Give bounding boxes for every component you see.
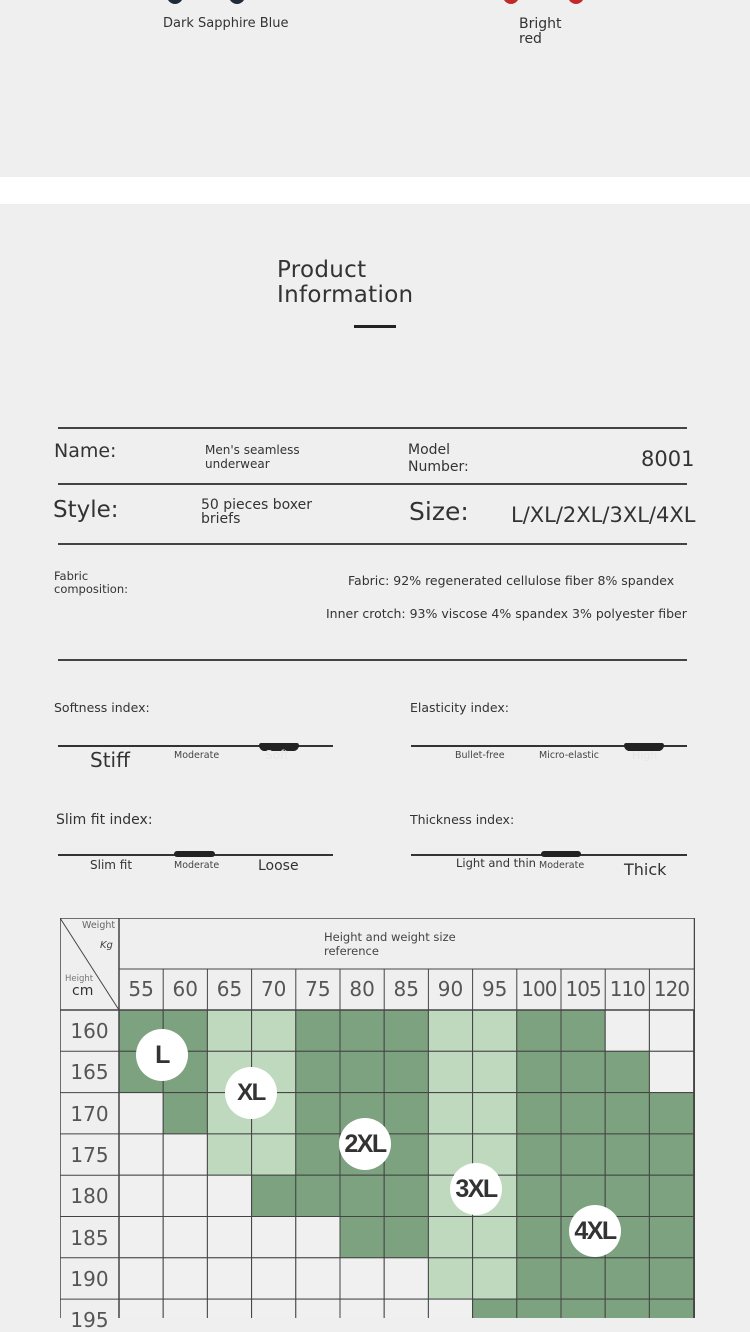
weight-header: 80	[349, 977, 375, 1001]
section-divider	[0, 177, 750, 204]
height-header: 190	[70, 1266, 109, 1291]
size-label: Size:	[409, 497, 469, 526]
divider	[58, 659, 687, 661]
weight-axis-label: Weight	[82, 920, 116, 931]
slim-fit-label: Slim fit index:	[56, 812, 153, 828]
thickness-marker[interactable]	[541, 851, 581, 857]
fabric-label: Fabric composition:	[54, 569, 128, 596]
thickness-option-thick: Thick	[624, 860, 667, 879]
divider	[58, 427, 687, 429]
height-header: 180	[70, 1184, 109, 1209]
model-label: Model Number:	[408, 442, 469, 475]
swatch-left-icon	[503, 0, 519, 4]
name-value: Men's seamless underwear	[205, 443, 300, 471]
size-value: L/XL/2XL/3XL/4XL	[511, 503, 696, 527]
softness-option-moderate: Moderate	[174, 750, 220, 761]
height-header: 195	[70, 1308, 109, 1332]
title-underline	[354, 325, 396, 328]
style-label: Style:	[53, 497, 119, 523]
height-header: 165	[70, 1060, 109, 1085]
softness-option-stiff: Stiff	[90, 748, 130, 772]
slim-fit-marker[interactable]	[174, 851, 215, 857]
weight-header: 70	[260, 977, 287, 1001]
color-option-dark-sapphire[interactable]	[163, 0, 289, 40]
size-badge-xl: XL	[225, 1067, 277, 1119]
size-chart-table	[60, 918, 695, 1332]
weight-header: 65	[216, 977, 243, 1001]
weight-header: 90	[437, 977, 464, 1001]
model-value: 8001	[641, 447, 695, 471]
divider	[58, 483, 687, 485]
swatch-left-icon	[167, 0, 183, 4]
height-axis-label: Height	[65, 974, 94, 984]
size-chart-cells	[60, 918, 695, 1332]
size-badge-3xl: 3XL	[450, 1163, 502, 1215]
thickness-option-moderate: Moderate	[539, 860, 585, 871]
size-badge-4xl: 4XL	[569, 1205, 621, 1257]
color-swatches-section	[0, 0, 750, 177]
weight-header: 75	[305, 977, 331, 1001]
elasticity-label: Elasticity index:	[410, 700, 509, 715]
thickness-option-light: Light and thin	[456, 856, 536, 870]
elasticity-option-bullet-free: Bullet-free	[455, 750, 505, 761]
weight-header: 105	[565, 977, 601, 1001]
style-value: 50 pieces boxer briefs	[201, 497, 312, 527]
weight-header: 85	[393, 977, 419, 1001]
color-label: Dark Sapphire Blue	[163, 16, 289, 31]
name-label: Name:	[54, 440, 117, 462]
size-badge-l: L	[136, 1029, 188, 1081]
color-option-bright-red[interactable]	[500, 0, 590, 50]
elasticity-option-micro-elastic: Micro-elastic	[539, 750, 600, 761]
weight-unit-label: Kg	[100, 940, 113, 951]
weight-header: 55	[128, 977, 154, 1001]
height-header: 170	[70, 1101, 109, 1126]
size-chart-title: Height and weight size reference	[324, 930, 456, 958]
size-badge-2xl: 2XL	[339, 1118, 391, 1170]
elasticity-option-high: High	[632, 749, 658, 762]
softness-label: Softness index:	[54, 700, 150, 715]
height-unit-label: cm	[72, 983, 94, 999]
slim-fit-option-loose: Loose	[258, 858, 299, 874]
height-header: 185	[70, 1225, 109, 1250]
weight-header: 100	[521, 977, 557, 1001]
slim-fit-option-slim: Slim fit	[90, 858, 133, 872]
swatch-right-icon	[229, 0, 245, 4]
fabric-value: Fabric: 92% regenerated cellulose fiber 8% spandex	[348, 573, 675, 588]
slim-fit-option-moderate: Moderate	[174, 860, 220, 871]
thickness-label: Thickness index:	[410, 812, 515, 827]
softness-option-soft: Soft	[265, 748, 289, 762]
height-header: 160	[70, 1019, 109, 1043]
weight-header: 60	[172, 977, 198, 1001]
swatch-right-icon	[568, 0, 584, 4]
height-header: 175	[70, 1142, 109, 1167]
page-title: Product Information	[277, 257, 414, 308]
divider	[58, 543, 687, 545]
color-label: Bright red	[519, 16, 562, 47]
weight-header: 95	[481, 977, 508, 1001]
weight-header: 120	[653, 977, 690, 1001]
weight-header: 110	[609, 977, 645, 1001]
crotch-value: Inner crotch: 93% viscose 4% spandex 3% polyester fiber	[326, 606, 687, 621]
